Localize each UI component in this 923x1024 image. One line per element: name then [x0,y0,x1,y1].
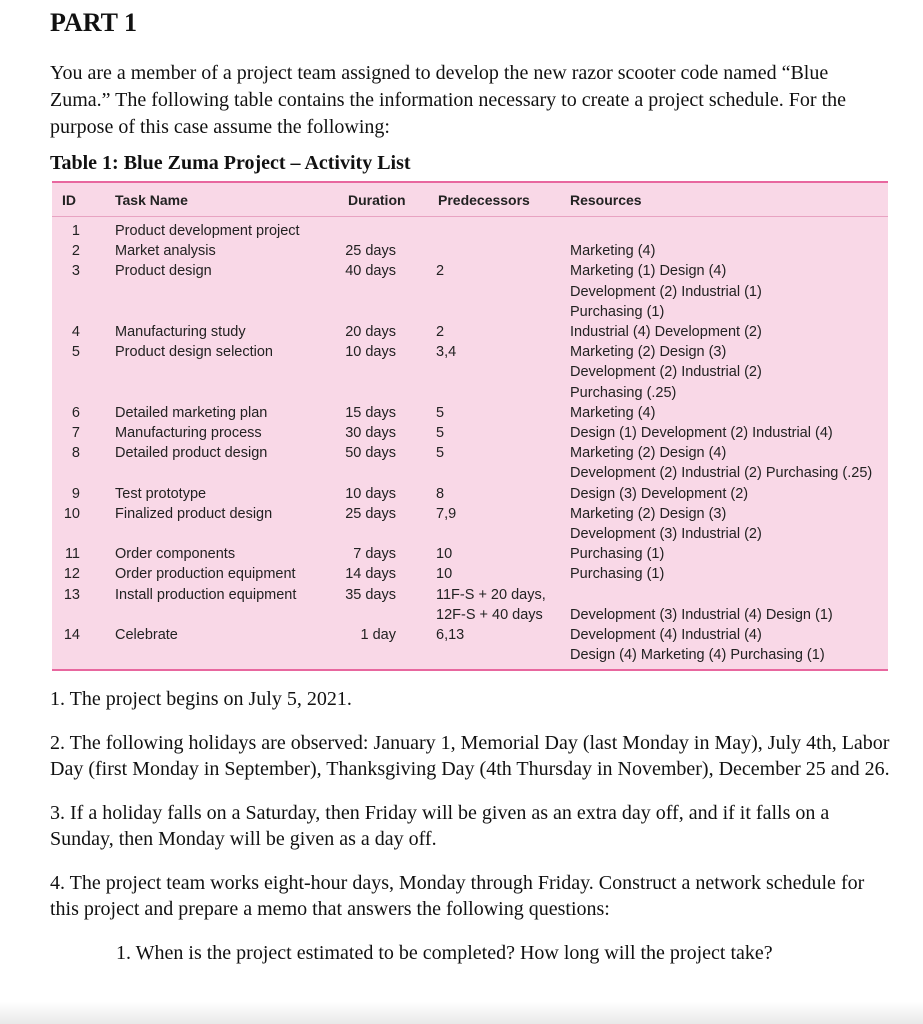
cell-task-name: Order components [115,546,236,563]
cell-resources: Purchasing (1) [570,546,665,563]
cell-id: 9 [71,485,80,502]
cell-predecessors: 5 [436,404,445,421]
cell-resources: Development (2) Industrial (2) Purchasing (.25) [570,465,873,482]
cell-resources: Development (2) Industrial (1) [570,283,762,300]
cell-task-name: Detailed product design [115,445,268,462]
cell-duration: 1 day [360,627,396,643]
header-task-name: Task Name [115,192,188,208]
cell-task-name: Order production equipment [115,566,296,583]
cell-task-name: Test prototype [115,485,207,502]
cell-task-name: Manufacturing study [115,324,246,340]
intro-paragraph: You are a member of a project team assigned to develop the new razor scooter code named “Blue Zuma.” The following table contains the information necessary to create a project schedule. For the purpose of this case assume the following: [50,62,847,138]
cell-id: 12 [63,566,80,583]
cell-resources: Marketing (4) [570,404,656,421]
cell-id: 5 [71,344,80,361]
cell-task-name: Market analysis [115,243,216,260]
cell-resources: Marketing (2) Design (4) [570,445,727,462]
cell-resources: Development (3) Industrial (4) Design (1) [570,606,833,623]
cell-predecessors: 11F-S + 20 days, [436,586,546,603]
cell-id: 6 [71,404,80,421]
cell-resources: Purchasing (1) [570,303,665,320]
cell-id: 10 [63,505,80,522]
header-divider [52,216,888,217]
bottom-shade [0,1002,923,1024]
cell-resources: Design (1) Development (2) Industrial (4) [570,425,833,441]
cell-predecessors: 10 [436,546,453,563]
cell-predecessors: 12F-S + 40 days [436,606,543,623]
note-2: 2. The following holidays are observed: January 1, Memorial Day (last Monday in May), July 4th, Labor Day (first Monday in September), Thanksgiving Day (4th Thursday in November), December 25 and 26. [50,732,890,780]
cell-resources: Purchasing (.25) [570,384,677,401]
part-title: PART 1 [50,8,137,37]
cell-id: 7 [71,425,80,441]
cell-task-name: Finalized product design [115,505,273,522]
cell-predecessors: 10 [436,566,453,583]
table-caption: Table 1: Blue Zuma Project – Activity List [50,152,411,174]
cell-task-name: Install production equipment [115,586,297,603]
cell-duration: 14 days [345,566,396,583]
cell-resources: Industrial (4) Development (2) [570,324,762,340]
cell-predecessors: 5 [436,425,445,441]
cell-id: 8 [71,445,80,462]
cell-predecessors: 5 [436,445,445,462]
note-4: 4. The project team works eight-hour days, Monday through Friday. Construct a network schedule for this project and prepare a memo that answers the following questions: [50,872,865,920]
cell-id: 3 [71,263,80,280]
cell-id: 14 [63,627,80,643]
cell-resources: Development (3) Industrial (2) [570,526,762,542]
cell-duration: 25 days [345,505,396,522]
cell-duration: 35 days [345,586,396,603]
cell-task-name: Product design [115,263,212,280]
cell-task-name: Celebrate [115,627,178,643]
cell-predecessors: 7,9 [436,505,457,522]
cell-resources: Design (4) Marketing (4) Purchasing (1) [570,647,825,664]
cell-predecessors: 3,4 [436,344,457,361]
cell-id: 4 [71,324,80,340]
note-1: 1. The project begins on July 5, 2021. [50,688,352,710]
cell-id: 2 [71,243,80,260]
cell-id: 1 [71,223,80,239]
cell-task-name: Product development project [115,223,300,239]
cell-predecessors: 2 [436,263,445,280]
cell-predecessors: 6,13 [436,627,465,643]
cell-resources: Development (2) Industrial (2) [570,364,762,381]
header-duration: Duration [348,192,406,208]
cell-predecessors: 8 [436,485,445,502]
cell-duration: 20 days [345,324,396,340]
cell-task-name: Manufacturing process [115,425,262,441]
notes [50,686,890,984]
cell-resources: Design (3) Development (2) [570,485,749,502]
cell-duration: 50 days [345,445,396,462]
cell-id: 11 [64,546,80,563]
cell-task-name: Detailed marketing plan [115,404,268,421]
note-3: 3. If a holiday falls on a Saturday, then Friday will be given as an extra day off, and if it falls on a Sunday, then Monday will be given as a day off. [50,802,830,850]
cell-resources: Development (4) Industrial (4) [570,627,762,643]
cell-duration: 15 days [345,404,396,421]
cell-duration: 30 days [345,425,396,441]
header-predecessors: Predecessors [438,192,530,208]
cell-resources: Marketing (1) Design (4) [570,263,727,280]
activity-table [52,181,888,671]
cell-duration: 25 days [345,243,396,260]
cell-duration: 7 days [353,546,396,563]
cell-task-name: Product design selection [115,344,273,361]
question-1: 1. When is the project estimated to be completed? How long will the project take? [116,942,773,964]
cell-resources: Marketing (4) [570,243,656,260]
cell-duration: 10 days [345,344,396,361]
cell-id: 13 [63,586,80,603]
cell-resources: Marketing (2) Design (3) [570,344,727,361]
cell-resources: Marketing (2) Design (3) [570,505,727,522]
cell-duration: 10 days [345,485,396,502]
cell-duration: 40 days [345,263,396,280]
header-id: ID [62,192,76,208]
cell-predecessors: 2 [436,324,445,340]
header-resources: Resources [570,192,642,208]
cell-resources: Purchasing (1) [570,566,665,583]
